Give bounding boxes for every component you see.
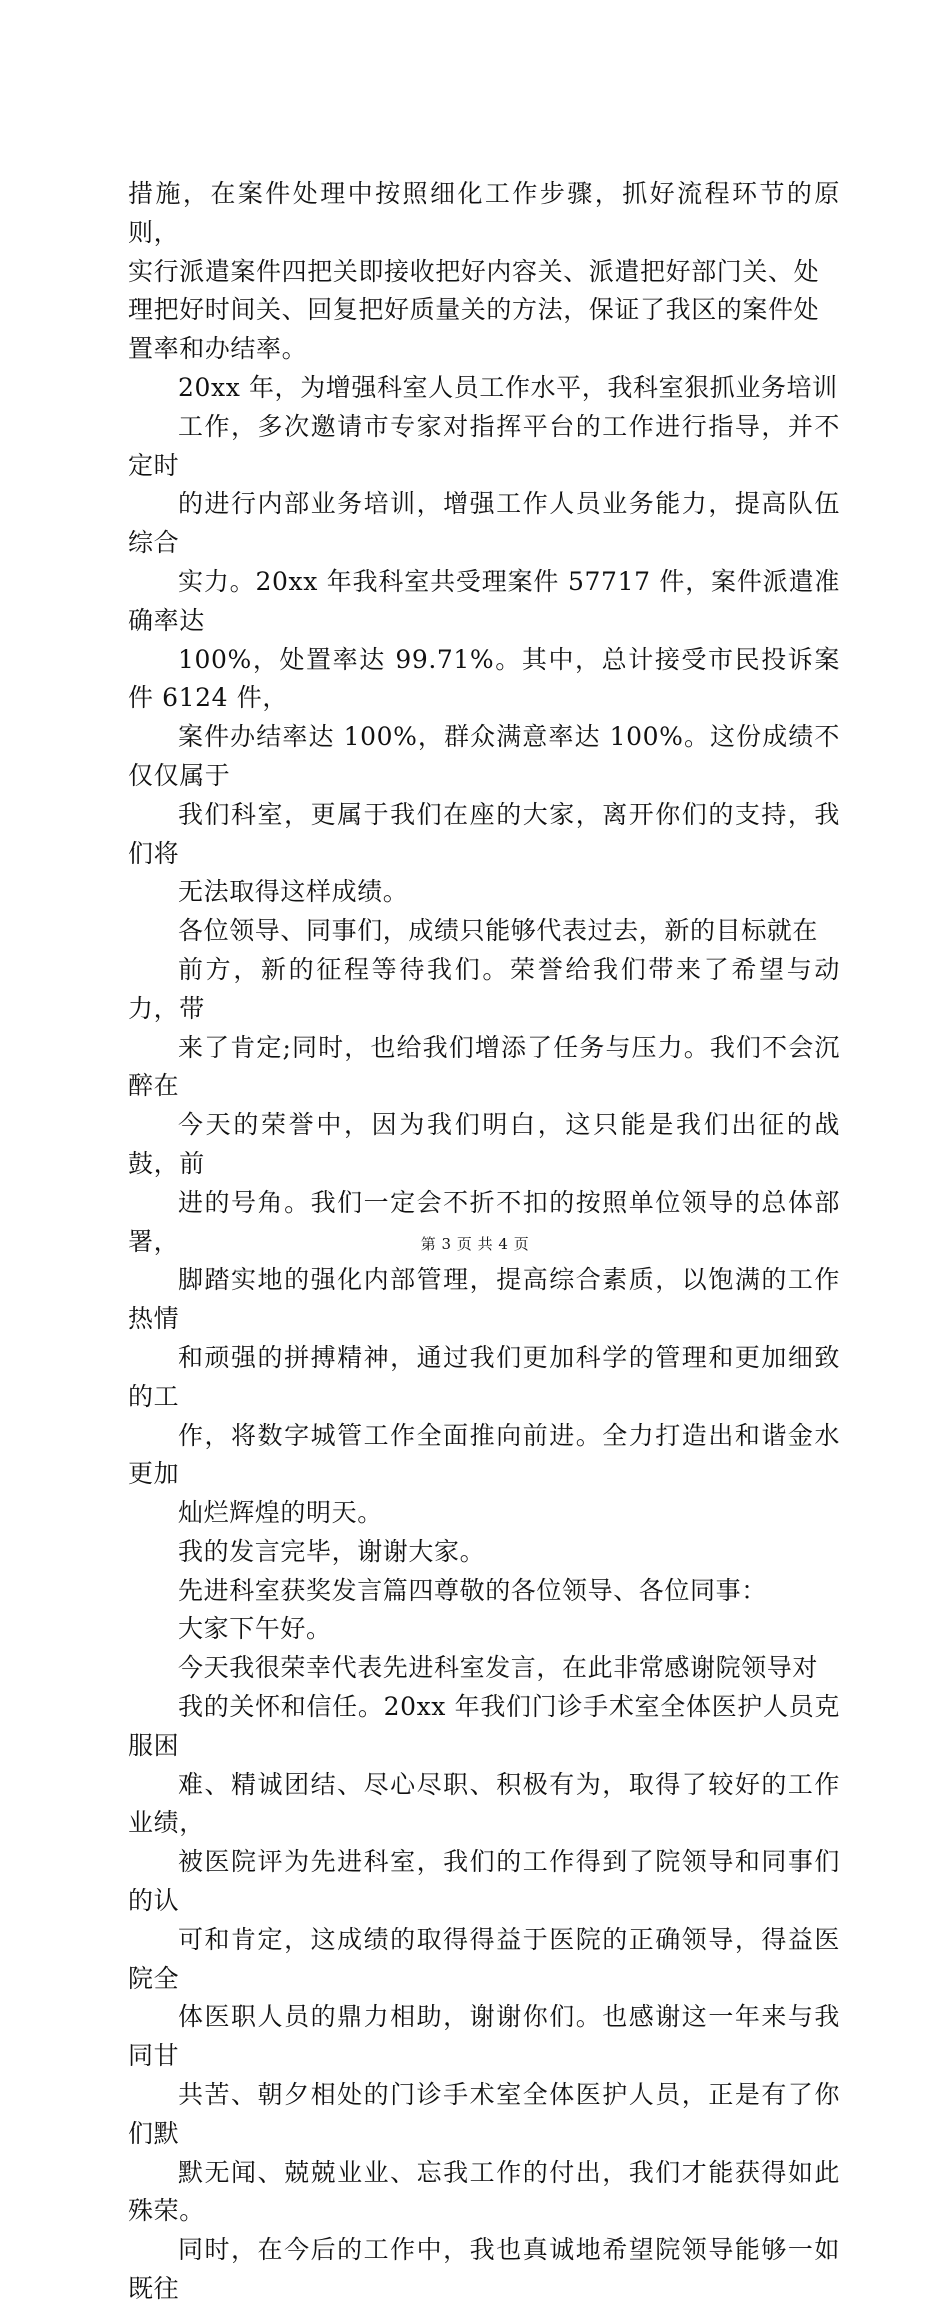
text-line: 我的发言完毕，谢谢大家。 [178, 1536, 486, 1566]
text-line: 体医职人员的鼎力相助，谢谢你们。也感谢这一年来与我同甘 [128, 2002, 840, 2071]
text-line: 作，将数字城管工作全面推向前进。全力打造出和谐金水更加 [128, 1420, 840, 1489]
text-line: 脚踏实地的强化内部管理，提高综合素质，以饱满的工作热情 [128, 1265, 840, 1334]
text-line: 案件办结率达 100%，群众满意率达 100%。这份成绩不仅仅属于 [128, 722, 840, 790]
text-line: 置率和办结率。 [128, 334, 308, 364]
text-line: 无法取得这样成绩。 [178, 877, 409, 907]
paragraph [128, 1649, 840, 2309]
paragraph [128, 1572, 840, 1611]
text-line: 默无闻、兢兢业业、忘我工作的付出，我们才能获得如此殊荣。 [128, 2157, 840, 2226]
paragraph [128, 1533, 840, 1572]
text-line: 共苦、朝夕相处的门诊手术室全体医护人员，正是有了你们默 [128, 2080, 840, 2148]
paragraph [128, 369, 840, 912]
text-line: 实行派遣案件四把关即接收把好内容关、派遣把好部门关、处 [128, 256, 820, 286]
text-line: 被医院评为先进科室，我们的工作得到了院领导和同事们的认 [128, 1847, 840, 1916]
text-line: 100%，处置率达 99.71%。其中，总计接受市民投诉案件 6124 件， [128, 644, 840, 713]
text-line: 和顽强的拼搏精神，通过我们更加科学的管理和更加细致的工 [128, 1342, 840, 1411]
page-footer: 第 3 页 共 4 页 [420, 1235, 530, 1253]
text-line: 我的关怀和信任。20xx 年我们门诊手术室全体医护人员克服困 [128, 1692, 840, 1760]
text-line: 实力。20xx 年我科室共受理案件 57717 件，案件派遣准确率达 [128, 566, 840, 635]
text-line: 今天我很荣幸代表先进科室发言，在此非常感谢院领导对 [178, 1653, 819, 1683]
text-line: 进的号角。我们一定会不折不扣的按照单位领导的总体部署， [128, 1187, 840, 1256]
text-line: 先进科室获奖发言篇四尊敬的各位领导、各位同事： [178, 1575, 767, 1605]
text-line: 各位领导、同事们，成绩只能够代表过去，新的目标就在 [178, 916, 819, 946]
text-line: 措施，在案件处理中按照细化工作步骤，抓好流程环节的原则， [128, 179, 840, 247]
paragraph [128, 1610, 840, 1649]
text-line: 同时，在今后的工作中，我也真诚地希望院领导能够一如既往 [128, 2235, 840, 2304]
text-line: 我们科室，更属于我们在座的大家，离开你们的支持，我们将 [128, 799, 840, 868]
text-line: 今天的荣誉中，因为我们明白，这只能是我们出征的战鼓，前 [128, 1110, 840, 1178]
text-line: 的进行内部业务培训，增强工作人员业务能力，提高队伍综合 [128, 489, 840, 558]
text-line: 20xx 年，为增强科室人员工作水平，我科室狠抓业务培训 [178, 372, 838, 402]
text-line: 理把好时间关、回复把好质量关的方法，保证了我区的案件处 [128, 295, 820, 325]
text-line: 灿烂辉煌的明天。 [178, 1498, 383, 1528]
paragraph [128, 912, 840, 1533]
paragraph [128, 175, 840, 369]
text-line: 工作，多次邀请市专家对指挥平台的工作进行指导，并不定时 [128, 411, 840, 480]
text-line: 大家下午好。 [178, 1614, 332, 1644]
text-line: 难、精诚团结、尽心尽职、积极有为，取得了较好的工作业绩， [128, 1769, 840, 1838]
text-line: 来了肯定;同时，也给我们增添了任务与压力。我们不会沉醉在 [128, 1032, 840, 1101]
text-line: 可和肯定，这成绩的取得得益于医院的正确领导，得益医院全 [128, 1924, 840, 1993]
text-line: 前方，新的征程等待我们。荣誉给我们带来了希望与动力，带 [128, 954, 840, 1023]
